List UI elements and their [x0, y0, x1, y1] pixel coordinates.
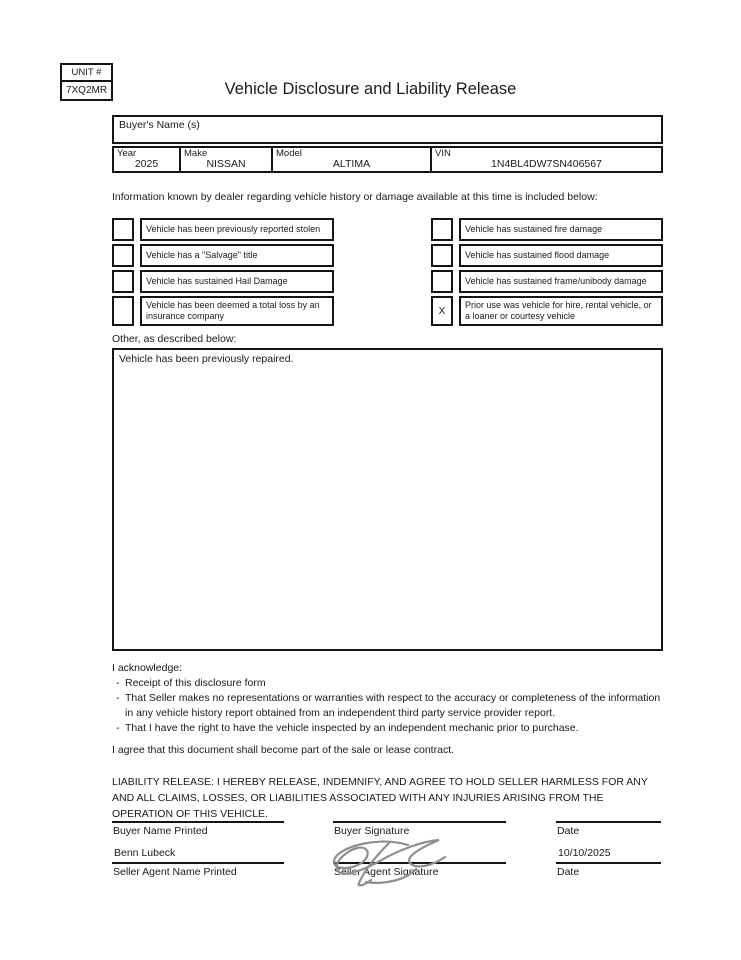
buyer-name-printed-block [112, 821, 284, 837]
buyer-name-field[interactable] [112, 115, 663, 144]
seller-agent-signature-scribble [318, 836, 470, 888]
seller-date-label: Date [557, 866, 580, 878]
checkbox-hail-label: Vehicle has sustained Hail Damage [140, 270, 334, 293]
bullet-dash: - [116, 677, 120, 689]
seller-date-block [556, 847, 661, 878]
checkbox-stolen[interactable] [112, 218, 134, 241]
buyer-date-label: Date [557, 825, 580, 837]
checkbox-fire[interactable] [431, 218, 453, 241]
vehicle-make-cell[interactable] [181, 148, 273, 171]
checkbox-row-frame [431, 270, 663, 293]
vin-value: 1N4BL4DW7SN406567 [491, 158, 602, 170]
acknowledge-item-text: Receipt of this disclosure form [125, 677, 266, 689]
checkbox-row-prior-use [431, 296, 663, 326]
buyer-name-label: Buyer's Name (s) [119, 119, 200, 131]
checkbox-row-hail [112, 270, 334, 293]
vin-label: VIN [435, 148, 451, 159]
acknowledge-item [112, 721, 672, 736]
seller-agent-name-label: Seller Agent Name Printed [113, 866, 237, 878]
vehicle-info-table [112, 146, 663, 173]
checkbox-prior-use[interactable]: X [431, 296, 453, 326]
checkbox-row-salvage [112, 244, 334, 267]
checkbox-hail[interactable] [112, 270, 134, 293]
acknowledge-heading: I acknowledge: [112, 662, 183, 674]
checkbox-row-flood [431, 244, 663, 267]
checkbox-stolen-label: Vehicle has been previously reported stolen [140, 218, 334, 241]
agree-statement: I agree that this document shall become part of the sale or lease contract. [112, 744, 455, 756]
other-section-label: Other, as described below: [112, 333, 237, 345]
year-label: Year [117, 148, 137, 159]
checkbox-frame[interactable] [431, 270, 453, 293]
checkbox-group-right [431, 218, 663, 329]
checkbox-total-loss-label: Vehicle has been deemed a total loss by an insurance company [140, 296, 334, 326]
other-description-field[interactable] [112, 348, 663, 651]
year-value: 2025 [134, 158, 159, 170]
checkbox-row-fire [431, 218, 663, 241]
make-label: Make [184, 148, 208, 159]
vehicle-year-cell[interactable] [114, 148, 181, 171]
liability-release-statement: LIABILITY RELEASE: I HEREBY RELEASE, INDEMNIFY, AND AGREE TO HOLD SELLER HARMLESS FOR ANY AND ALL CLAIMS, LOSSES, OR LIABILITIES ASSOCIATED WITH ANY INJURIES ARISING FROM THE OPERATION OF THIS VEHICLE. [112, 776, 648, 820]
vehicle-vin-cell[interactable] [432, 148, 661, 171]
acknowledge-section [112, 661, 672, 736]
checkbox-flood-label: Vehicle has sustained flood damage [459, 244, 663, 267]
checkbox-group-left [112, 218, 334, 329]
checkbox-salvage-label: Vehicle has a "Salvage" title [140, 244, 334, 267]
checkbox-fire-label: Vehicle has sustained fire damage [459, 218, 663, 241]
disclosure-intro: Information known by dealer regarding vehicle history or damage available at this time is included below: [112, 191, 598, 203]
buyer-name-printed-label: Buyer Name Printed [113, 825, 208, 837]
make-value: NISSAN [206, 158, 246, 170]
buyer-signature-label: Buyer Signature [334, 825, 410, 837]
model-value: ALTIMA [332, 158, 371, 170]
checkbox-flood[interactable] [431, 244, 453, 267]
acknowledge-item [112, 691, 672, 721]
checkbox-salvage[interactable] [112, 244, 134, 267]
acknowledge-item-text: That I have the right to have the vehicle inspected by an independent mechanic prior to purchase. [125, 722, 579, 734]
seller-agent-name-value: Benn Lubeck [114, 847, 176, 859]
checkbox-total-loss[interactable] [112, 296, 134, 326]
unit-number-label: UNIT # [62, 65, 111, 82]
checkbox-row-total-loss [112, 296, 334, 326]
buyer-date-block [556, 821, 661, 837]
seller-agent-signature-label: Seller Agent Signature [334, 866, 439, 878]
bullet-dash: - [116, 722, 120, 734]
page-title: Vehicle Disclosure and Liability Release [224, 80, 517, 98]
unit-number-value: 7XQ2MR [65, 85, 108, 96]
other-description-text: Vehicle has been previously repaired. [119, 353, 294, 365]
seller-date-value: 10/10/2025 [558, 847, 611, 859]
acknowledge-item-text: That Seller makes no representations or warranties with respect to the accuracy or completeness of the information in any vehicle history report obtained from an independent third party service provider report. [125, 692, 661, 719]
checkbox-prior-use-label: Prior use was vehicle for hire, rental vehicle, or a loaner or courtesy vehicle [459, 296, 663, 326]
model-label: Model [276, 148, 302, 159]
acknowledge-item [112, 676, 672, 691]
vehicle-model-cell[interactable] [273, 148, 432, 171]
checkbox-frame-label: Vehicle has sustained frame/unibody damage [459, 270, 663, 293]
buyer-signature-block [333, 821, 506, 837]
checkbox-row-stolen [112, 218, 334, 241]
seller-agent-name-block [112, 847, 284, 878]
bullet-dash: - [116, 692, 120, 704]
